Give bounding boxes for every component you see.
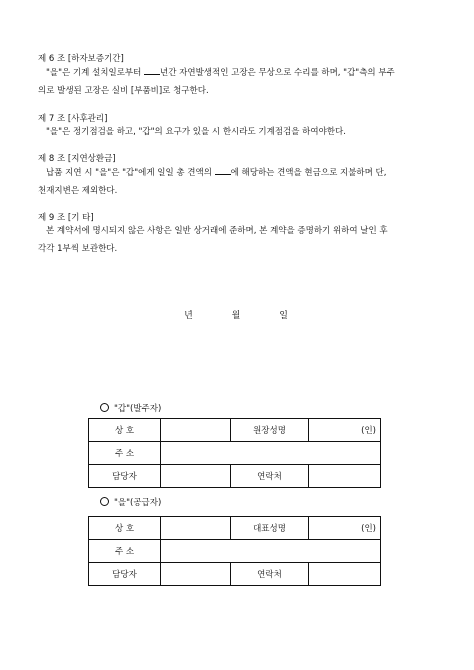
article-8-line-1 <box>38 164 436 182</box>
circle-bullet-icon <box>100 403 109 412</box>
party-a-row-address <box>89 442 381 465</box>
party-b-company-field[interactable] <box>161 517 231 540</box>
party-b-rep-label: 대표성명 <box>231 517 309 540</box>
party-a-manager-field[interactable] <box>161 465 231 488</box>
article-8-line-2: 천재지변은 제외한다. <box>38 186 118 196</box>
party-a-company-label: 상 호 <box>89 419 161 442</box>
party-b-seal-field[interactable]: (인) <box>309 517 381 540</box>
article-8-body <box>38 164 436 200</box>
article-9-line-2: 각각 1부씩 보관한다. <box>38 244 118 254</box>
party-b-title-text: "을"(공급자) <box>114 498 162 508</box>
party-b-row-address <box>89 540 381 563</box>
party-a-contact-label: 연락처 <box>231 465 309 488</box>
date-month[interactable]: 월 <box>231 311 243 321</box>
party-a-manager-label: 담당자 <box>89 465 161 488</box>
party-b-table <box>88 516 381 586</box>
article-8-title: 제 8 조 [지연상환금] <box>38 154 116 164</box>
date-day[interactable]: 일 <box>279 311 290 321</box>
party-b-address-field[interactable] <box>161 540 381 563</box>
party-a-title <box>100 402 161 414</box>
article-6-body <box>38 64 436 100</box>
article-7-title: 제 7 조 [사후관리] <box>38 114 108 124</box>
party-a-row-company <box>89 419 381 442</box>
article-6-title: 제 6 조 [하자보증기간] <box>38 54 124 64</box>
party-a-rep-label: 원장성명 <box>231 419 309 442</box>
party-b-contact-label: 연락처 <box>231 563 309 586</box>
party-a-contact-field[interactable] <box>309 465 381 488</box>
party-b-title <box>100 496 161 508</box>
party-b-company-label: 상 호 <box>89 517 161 540</box>
article-7-line-1: "을"은 정기점검을 하고, "갑"의 요구가 있을 시 한시라도 기계점검을 하여야한다. <box>46 127 346 137</box>
article-6-line-2: 의로 발생된 고장은 실비 [부품비]로 청구한다. <box>38 86 209 96</box>
party-b-contact-field[interactable] <box>309 563 381 586</box>
party-a-table <box>88 418 381 488</box>
article-9-body <box>38 222 436 258</box>
party-b-manager-label: 담당자 <box>89 563 161 586</box>
article-6-line-1 <box>38 64 436 82</box>
party-b-row-company <box>89 517 381 540</box>
party-a-address-field[interactable] <box>161 442 381 465</box>
penalty-rate-blank[interactable] <box>215 166 231 175</box>
party-a-seal-field[interactable]: (인) <box>309 419 381 442</box>
contract-date <box>0 308 474 321</box>
date-year[interactable]: 년 <box>184 311 195 321</box>
party-a-address-label: 주 소 <box>89 442 161 465</box>
article-7-body <box>38 123 436 141</box>
party-a-company-field[interactable] <box>161 419 231 442</box>
circle-bullet-icon <box>100 497 109 506</box>
party-b-row-manager <box>89 563 381 586</box>
party-b-manager-field[interactable] <box>161 563 231 586</box>
article-8-line-1-a: 납품 지연 시 "을"은 "갑"에게 일일 총 견액의 <box>46 168 215 178</box>
article-9-line-1: 본 계약서에 명시되지 않은 사항은 일반 상거래에 준하며, 본 계약을 증명하기 위하여 날인 후 <box>46 226 388 236</box>
article-9-title: 제 9 조 [기 타] <box>38 213 94 223</box>
warranty-years-blank[interactable] <box>144 66 160 75</box>
article-6-line-1-a: "을"은 기계 설치일로부터 <box>46 68 145 78</box>
party-a-row-manager <box>89 465 381 488</box>
party-b-address-label: 주 소 <box>89 540 161 563</box>
article-8-line-1-b: 에 해당하는 견액을 현금으로 지불하며 단, <box>230 168 387 178</box>
party-a-title-text: "갑"(발주자) <box>114 404 162 414</box>
article-6-line-1-b: 년간 자연발생적인 고장은 무상으로 수리를 하며, "갑"측의 부주 <box>160 68 395 78</box>
